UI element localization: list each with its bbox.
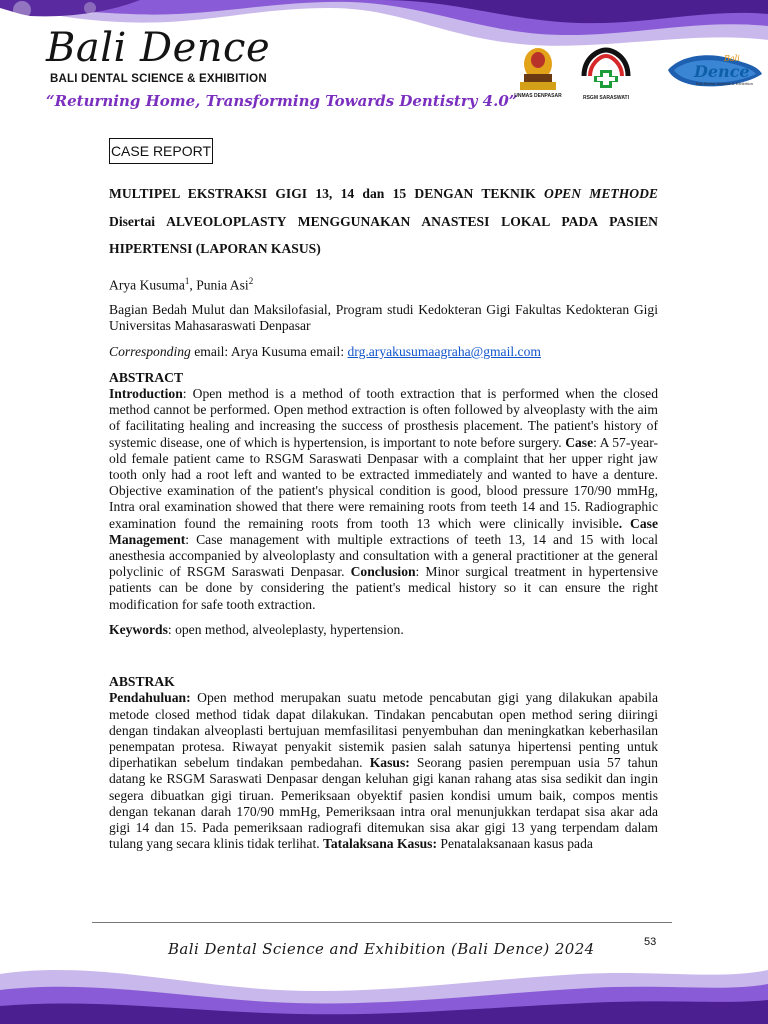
abstract-heading: ABSTRACT — [109, 369, 184, 385]
corresponding-email — [109, 344, 658, 360]
abstract-management-label: . Case Management — [109, 515, 658, 547]
article-body — [109, 180, 658, 852]
corresponding-text: email: Arya Kusuma email: — [190, 343, 348, 359]
brand-tagline: “Returning Home, Transforming Towards Dentistry 4.0” — [46, 92, 518, 110]
title-italic: OPEN METHODE — [544, 186, 658, 201]
affiliation: Bagian Bedah Mulut dan Maksilofasial, Program studi Kedokteran Gigi Fakultas Kedokteran Gigi Universitas Mahasaraswati Denpasar — [109, 302, 658, 334]
rsgm-logo-caption: RSGM SARASWATI — [582, 95, 630, 101]
abstract-case: : A 57-year-old female patient came to RSGM Saraswati Denpasar with a complaint that her upper right jaw tooth only had a root left and wanted to be extracted immediately and wanted to have a denture. Objective examination of the patient's physical condition is good, blood pressure 170/90 mmHg, Intra oral examination showed that there were remaining roots from teeth 14 and 15. Radiographic examination found the remaining roots from tooth 13 which were clinically invisible — [109, 434, 658, 531]
abstrak-paragraph — [109, 690, 658, 852]
abstrak-kasus: Seorang pasien perempuan usia 57 tahun datang ke RSGM Saraswati Denpasar dengan keluhan gigi kanan rahang atas sisa sedikit dan ingin segera dibuatkan gigi tiruan. Pemeriksaan obyektif pasien kondisi umum baik, compos mentis dengan tekanan darah 170/90 mmHg, Pemeriksaan intra oral menunjukkan terdapat sisa akar ada gigi 14 dan 15. Pada pemeriksaan radiografi ditemukan sisa akar gigi 13 yang terpendam dalam tulang yang secara klinis tidak terlihat. — [109, 755, 658, 852]
article-title — [109, 180, 658, 263]
author-1-affiliation-mark: 1 — [184, 275, 190, 286]
abstrak-heading: ABSTRAK — [109, 674, 175, 690]
brand-subtitle: BALI DENTAL SCIENCE & EXHIBITION — [50, 73, 267, 85]
bali-dence-logo — [666, 48, 764, 92]
author-1: Arya Kusuma — [109, 277, 185, 293]
abstrak-pendahuluan-label: Pendahuluan: — [109, 690, 191, 706]
author-2-affiliation-mark: 2 — [248, 275, 254, 286]
title-part-2: Disertai ALVEOLOPLASTY MENGGUNAKAN ANASTESI LOKAL PADA PASIEN HIPERTENSI (LAPORAN KASUS) — [109, 213, 658, 256]
abstrak-kasus-label: Kasus: — [369, 755, 410, 771]
abstract-management: : Case management with multiple extractions of teeth 13, 14 and 15 with local anesthesia accompanied by alveoloplasty and consultation with a general practitioner at the general polyclinic of RSGM Saraswati Denpasar. — [109, 531, 658, 580]
abstract-introduction: : Open method is a method of tooth extraction that is performed when the closed method cannot be performed. Open method extraction is often followed by alveoplasty with the aim of facilitating healing and increasing the success of prosthesis placement. The patient's history of systemic disease, one of which is hypertension, is important to note before surgery. — [109, 386, 658, 450]
author-list — [109, 273, 658, 294]
footer-divider — [92, 922, 672, 923]
brand-title: Bali Dence — [46, 25, 271, 71]
abstract-conclusion-label: Conclusion — [350, 564, 416, 580]
unmas-logo-caption: UNMAS DENPASAR — [514, 93, 562, 99]
keywords-list: : open method, alveoleplasty, hypertension. — [167, 621, 404, 637]
footer-journal-name: Bali Dental Science and Exhibition (Bali Dence) 2024 — [168, 940, 595, 958]
bali-logo-word: Dence — [694, 62, 750, 81]
keywords — [109, 622, 658, 638]
unmas-logo — [512, 44, 564, 99]
corresponding-label: Corresponding — [109, 343, 191, 359]
bali-logo-small-word: Bali — [724, 54, 740, 63]
title-part-1: MULTIPEL EKSTRAKSI GIGI 13, 14 dan 15 DENGAN TEKNIK — [109, 186, 544, 201]
rsgm-logo — [578, 46, 634, 101]
abstrak-tatalaksana: Penatalaksanaan kasus pada — [437, 836, 593, 852]
case-report-label: CASE REPORT — [109, 138, 213, 164]
keywords-label: Keywords — [109, 621, 168, 637]
abstrak-pendahuluan: Open method merupakan suatu metode pencabutan gigi yang dilakukan apabila metode closed method tidak dapat dilakukan. Tindakan pencabutan open method sering diiringi dengan tindakan alveoplasti bertujuan memfasilitasi penyembuhan dan meningkatkan keberhasilan penempatan protesa. Riwayat penyakit sistemik pasien salah satunya hipertensi penting untuk diperhatikan sebelum tindakan pembedahan. — [109, 690, 658, 771]
page-number: 53 — [644, 936, 657, 948]
abstract-introduction-label: Introduction — [109, 386, 183, 402]
abstract-conclusion: : Minor surgical treatment in hypertensive patients can be done by considering the patient's medical history so it can ensure the right modification for safe tooth extraction. — [109, 564, 658, 612]
email-link[interactable]: drg.aryakusumaagraha@gmail.com — [347, 343, 541, 359]
abstract-case-label: Case — [565, 434, 594, 450]
bali-logo-tagline: Bali Dental Science & Exhibition — [696, 81, 753, 86]
author-2: Punia Asi — [196, 277, 249, 293]
abstract-paragraph — [109, 386, 658, 613]
author-separator: , — [189, 277, 197, 293]
abstrak-tatalaksana-label: Tatalaksana Kasus: — [323, 836, 438, 852]
